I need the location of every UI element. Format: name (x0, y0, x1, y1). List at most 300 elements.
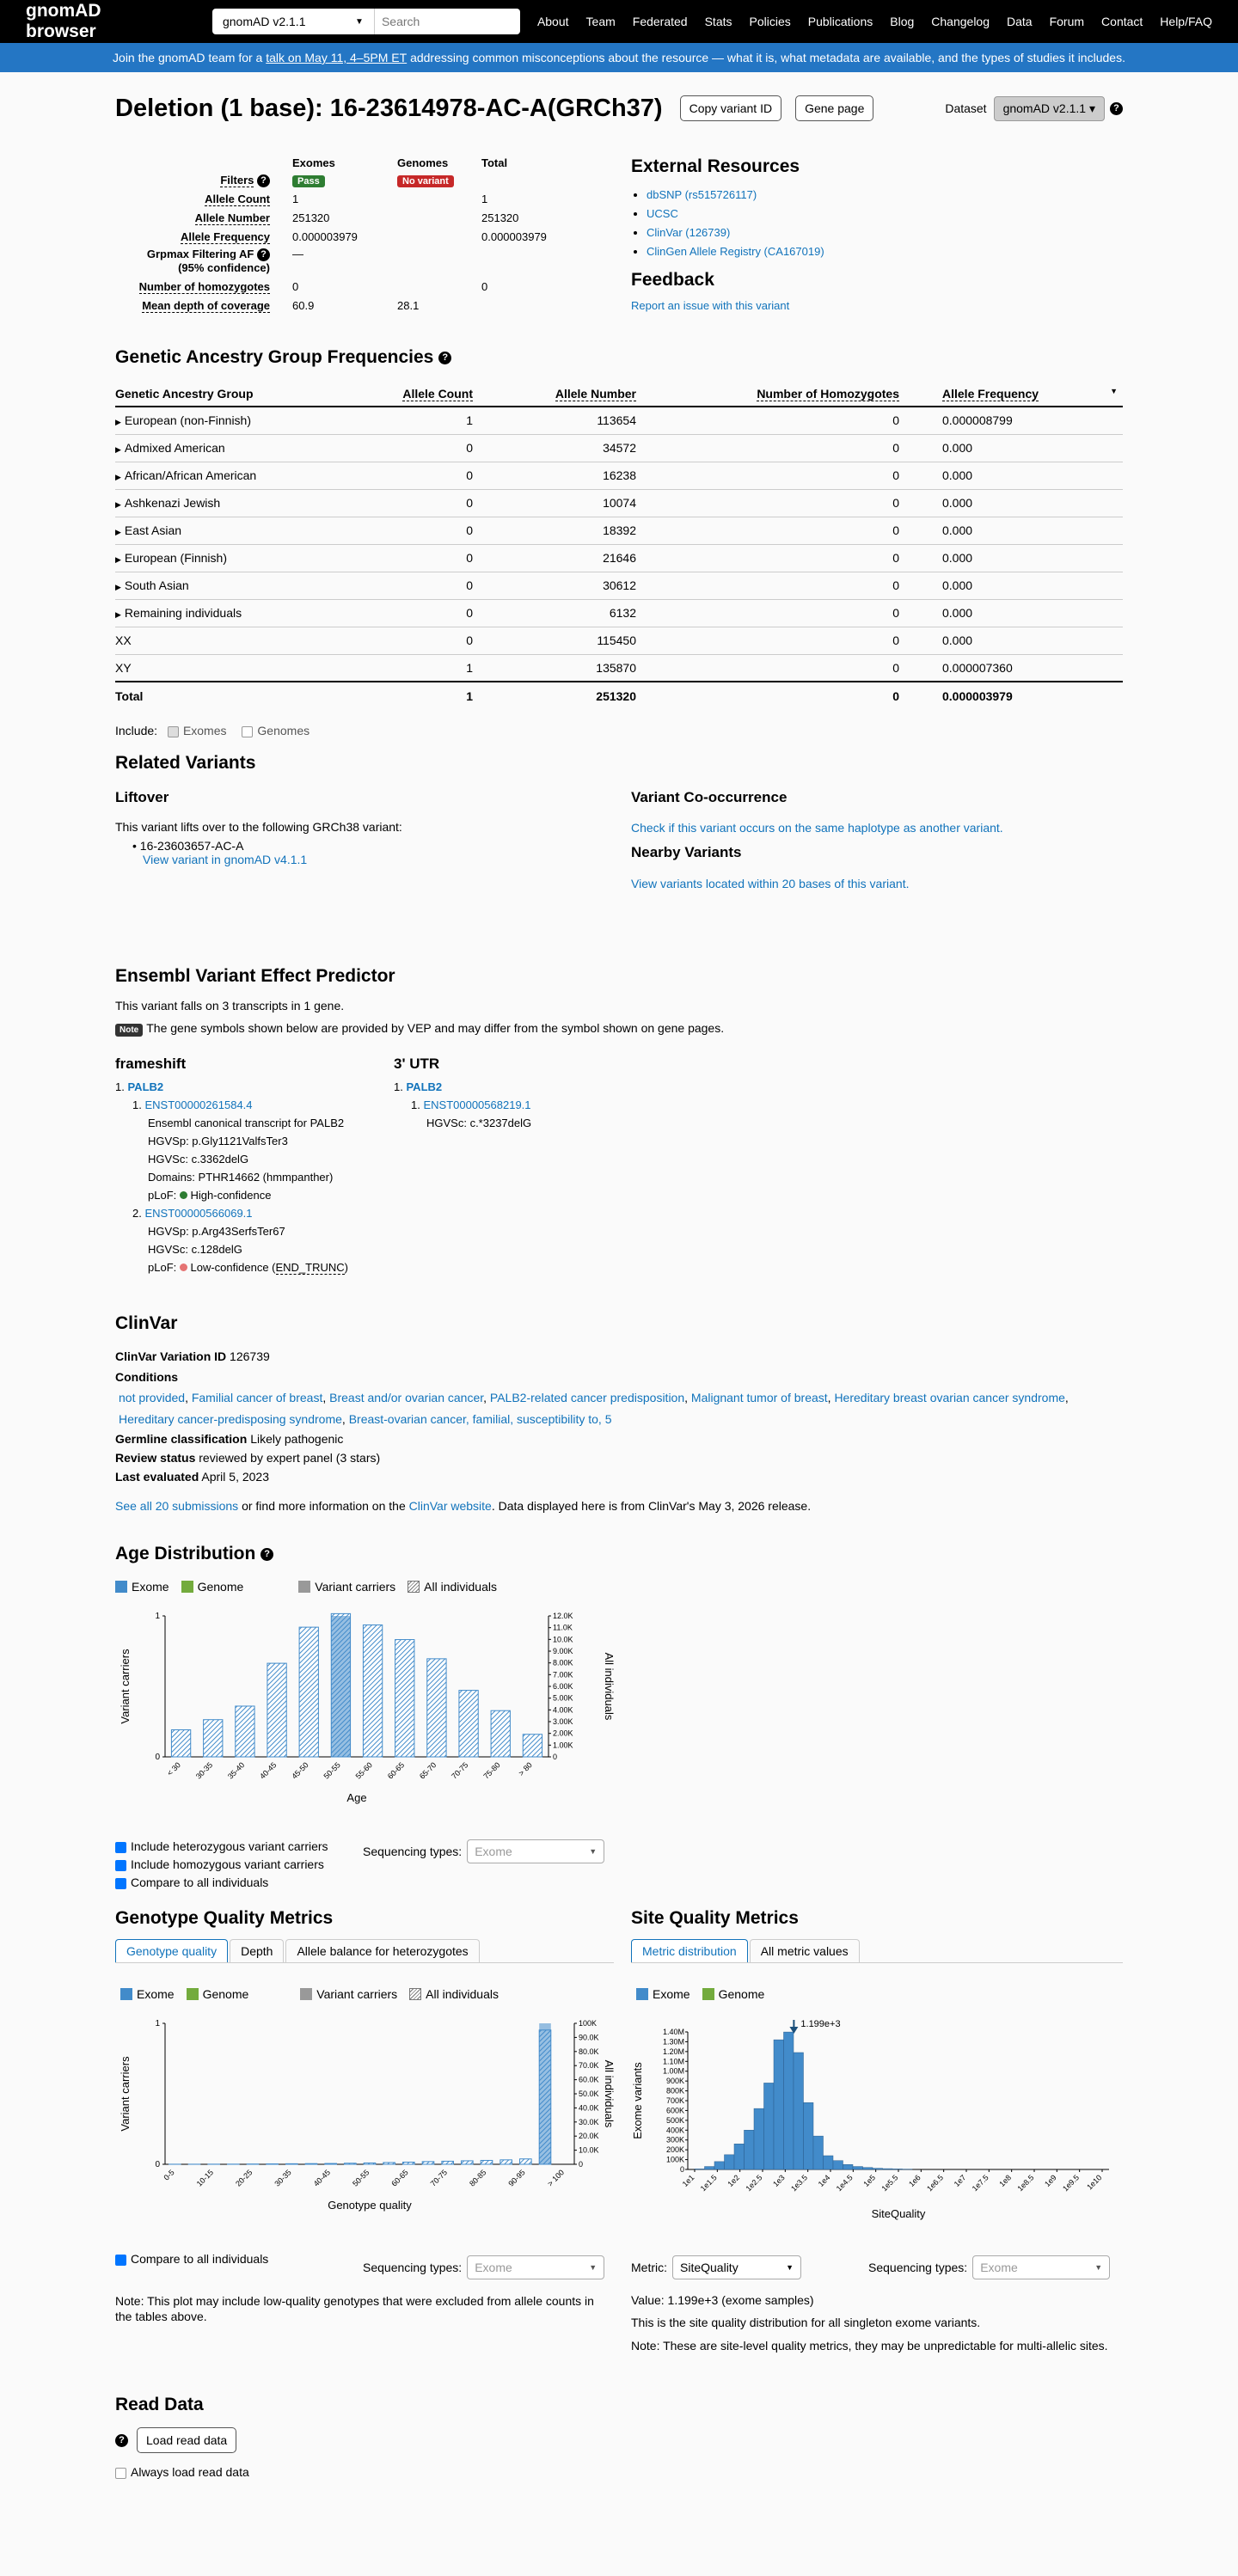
chevron-down-icon: ▼ (786, 2263, 794, 2272)
help-icon[interactable]: ? (260, 1548, 273, 1561)
total-cell: 1 (330, 682, 473, 709)
table-row (115, 407, 1123, 434)
dataset-label: Dataset (945, 101, 987, 115)
all-individuals-bar (520, 2159, 532, 2164)
dataset-dropdown[interactable]: gnomAD v2.1.1 ▼ (212, 9, 374, 34)
y2-axis-label: All individuals (603, 1652, 616, 1721)
nearby-title: Nearby Variants (631, 844, 742, 860)
allele-frequency-cell: 0.000 (899, 434, 1123, 462)
allele-frequency-cell: 0.000007360 (899, 654, 1123, 682)
report-issue-link[interactable]: Report an issue with this variant (631, 299, 790, 312)
transcript-link[interactable]: ENST00000566069.1 (144, 1207, 253, 1220)
x-tick-label: 90-95 (506, 2168, 527, 2188)
genome-filter-badge: No variant (397, 175, 454, 187)
condition-link[interactable]: Breast-ovarian cancer, familial, susceptibility to, 5 (348, 1412, 612, 1426)
summary-label: Allele Frequency (180, 230, 270, 243)
table-row (115, 544, 1123, 572)
nav-publications[interactable]: Publications (807, 15, 873, 28)
expand-icon[interactable]: ▶ (115, 555, 121, 564)
x-tick-label: 70-75 (450, 1760, 470, 1781)
site-quality-section (631, 1908, 1123, 2353)
summary-exome-value: 0.000003979 (292, 230, 358, 243)
exome-filter-badge: Pass (292, 175, 325, 187)
y2-tick-label: 70.0K (579, 2061, 599, 2071)
histogram-bar (784, 2032, 794, 2169)
x-tick-label: 20-25 (234, 2168, 254, 2188)
col-total: Total (481, 156, 508, 169)
all-individuals-bar (364, 2163, 376, 2164)
gq-compare: Compare to all individuals (115, 2252, 268, 2266)
nav-blog[interactable]: Blog (890, 15, 915, 28)
x-tick-label: 1e8 (997, 2173, 1014, 2189)
nav-about[interactable]: About (536, 15, 569, 28)
header-allele-number[interactable]: Allele Number (555, 387, 636, 401)
clinvar-website-link[interactable]: ClinVar website (408, 1499, 492, 1513)
histogram-bar (725, 2155, 735, 2169)
y-axis-label: Variant carriers (119, 1649, 132, 1724)
sq-value: Value: 1.199e+3 (exome samples) (631, 2293, 814, 2307)
ancestry-section (115, 347, 1123, 368)
transcript-link[interactable]: ENST00000261584.4 (144, 1098, 253, 1111)
external-link[interactable]: UCSC (647, 207, 678, 220)
cooc-title: Variant Co-occurrence (631, 789, 788, 805)
x-tick-label: < 30 (165, 1760, 182, 1778)
include-exomes-checkbox[interactable] (168, 726, 179, 737)
cooc-link[interactable]: Check if this variant occurs on the same haplotype as another variant. (631, 821, 1003, 835)
help-icon[interactable]: ? (257, 174, 270, 187)
x-tick-label: 50-55 (322, 1760, 342, 1781)
external-link-item (647, 205, 1123, 223)
copy-variant-id-button[interactable]: Copy variant ID (680, 95, 781, 121)
summary-exome-value: — (292, 248, 303, 260)
genotype-quality-section (115, 1908, 616, 2323)
metric-select-group: Metric: SiteQuality ▼ (631, 2255, 801, 2279)
site-logo[interactable]: gnomAD browser (26, 1, 101, 41)
summary-label: Grpmax Filtering AF ? (95% confidence) (146, 248, 270, 275)
nav-team[interactable]: Team (585, 15, 616, 28)
y-tick-label: 1.30M (662, 2037, 684, 2047)
condition-link[interactable]: Familial cancer of breast (191, 1391, 323, 1404)
all-individuals-bar (363, 1625, 382, 1757)
x-tick-label: 1e5.5 (879, 2173, 900, 2194)
allele-frequency-cell: 0.000 (899, 462, 1123, 489)
filters-label: Filters ? (115, 174, 270, 187)
age-section (115, 1544, 1123, 1889)
chevron-down-icon: ▼ (1094, 2263, 1103, 2272)
gene-link[interactable]: PALB2 (127, 1080, 164, 1093)
tab-genotype-quality[interactable]: Genotype quality (115, 1939, 228, 1962)
table-row (115, 654, 1123, 682)
top-navigation-bar (0, 0, 1238, 43)
y-tick-label: 300K (665, 2135, 684, 2145)
ancestry-group-cell[interactable]: ▶ Admixed American (115, 434, 330, 462)
ancestry-table (115, 387, 1123, 709)
tab-all-metric-values[interactable]: All metric values (750, 1939, 860, 1962)
x-tick-label: 45-50 (290, 1760, 310, 1781)
ancestry-group-cell[interactable]: ▶ Remaining individuals (115, 599, 330, 627)
x-tick-label: 0-5 (162, 2168, 176, 2182)
gene-link[interactable]: PALB2 (406, 1080, 443, 1093)
y-tick-label: 700K (665, 2096, 684, 2105)
allele-frequency-cell: 0.000 (899, 572, 1123, 599)
histogram-bar (853, 2167, 863, 2169)
y2-tick-label: 20.0K (579, 2132, 599, 2141)
histogram-bar (774, 2040, 784, 2169)
x-tick-label: 1e2.5 (744, 2173, 764, 2194)
allele-count-cell: 0 (330, 462, 473, 489)
allele-number-cell: 21646 (473, 544, 636, 572)
y2-tick-label: 100K (579, 2019, 598, 2028)
x-tick-label: 40-45 (311, 2168, 333, 2188)
y2-tick-label: 50.0K (579, 2090, 599, 2098)
vep-note: Note The gene symbols shown below are provided by VEP and may differ from the symbol shown on gene pages. (115, 1021, 1123, 1037)
y-tick-label: 1 (155, 2019, 160, 2028)
gene-page-button[interactable]: Gene page (795, 95, 873, 121)
nav-stats[interactable]: Stats (704, 15, 732, 28)
header-allele-count[interactable]: Allele Count (402, 387, 473, 401)
all-individuals-bar (459, 1691, 478, 1757)
header-homozygotes[interactable]: Number of Homozygotes (757, 387, 899, 401)
x-tick-label: 1e3.5 (789, 2173, 810, 2194)
y-tick-label: 500K (665, 2115, 684, 2125)
allele-number-cell: 115450 (473, 627, 636, 654)
frameshift-title: frameshift (115, 1055, 187, 1072)
y2-tick-label: 0 (553, 1753, 558, 1761)
x-axis-label: SiteQuality (871, 2207, 926, 2220)
dataset-selector[interactable]: gnomAD v2.1.1 ▾ (994, 96, 1105, 121)
condition-link[interactable]: Malignant tumor of breast (690, 1391, 828, 1404)
high-confidence-icon (180, 1191, 187, 1199)
clinvar-section: ClinVar ClinVar Variation ID 126739 Conditions not provided, Familial cancer of breast, Breast and/or ovarian cancer, PALB2-related cancer predisposition, Malignant tumor of breast, Hereditary breast ovarian cancer syndrome, Hereditary cancer-predisposing syndrome, Breast-ovarian cancer, familial, susceptibility to, 5 Germline classification Likely pathogenic Review status reviewed by expert panel (3 stars) Last evaluated April 5, 2023 See all 20 submissions or find more information on the ClinVar website. Data displayed here is from ClinVar's May 3, 2026 release. (115, 1313, 1123, 1513)
utr-title: 3' UTR (394, 1055, 440, 1072)
homozygotes-cell: 0 (636, 407, 899, 434)
summary-exome-value: 251320 (292, 211, 330, 224)
nav-federated[interactable]: Federated (632, 15, 688, 28)
metric-select[interactable]: SiteQuality ▼ (672, 2255, 801, 2279)
search-input[interactable]: Search (374, 9, 520, 34)
ancestry-group-cell[interactable]: ▶ Ashkenazi Jewish (115, 489, 330, 517)
y2-tick-label: 4.00K (553, 1705, 573, 1715)
all-individuals-bar (395, 1640, 414, 1757)
allele-number-cell: 10074 (473, 489, 636, 517)
related-title: Related Variants (115, 753, 256, 773)
all-individuals-bar (325, 2163, 337, 2164)
liftover-item: • 16-23603657-AC-A View variant in gnomAD v4.1.1 (132, 839, 308, 866)
all-individuals-bar (427, 1659, 446, 1757)
nav-changelog[interactable]: Changelog (931, 15, 990, 28)
homozygotes-cell: 0 (636, 599, 899, 627)
allele-count-cell: 1 (330, 654, 473, 682)
utr-list: 1. PALB2 1. ENST00000568219.1 HGVSc: c.*3237delG (394, 1080, 532, 1129)
x-tick-label: 1e7.5 (970, 2173, 990, 2194)
y-axis-label: Exome variants (631, 2062, 644, 2139)
homozygotes-cell: 0 (636, 489, 899, 517)
y-tick-label: 100K (665, 2155, 684, 2164)
allele-frequency-cell: 0.000 (899, 599, 1123, 627)
y2-tick-label: 5.00K (553, 1693, 573, 1703)
allele-number-cell: 16238 (473, 462, 636, 489)
all-individuals-bar (491, 1710, 510, 1757)
load-read-data-button[interactable]: Load read data (137, 2427, 236, 2453)
summary-total-value: 0 (481, 280, 488, 293)
x-tick-label: 35-40 (225, 1760, 247, 1781)
y2-axis-label: All individuals (603, 2059, 616, 2128)
y-tick-label: 200K (665, 2145, 684, 2155)
x-tick-label: 1e10 (1085, 2173, 1104, 2192)
tab-depth[interactable]: Depth (230, 1939, 284, 1962)
view-liftover-link[interactable]: View variant in gnomAD v4.1.1 (143, 853, 308, 866)
help-icon[interactable]: ? (115, 2434, 128, 2447)
ancestry-group-cell[interactable]: ▶ European (non-Finnish) (115, 407, 330, 434)
y2-tick-label: 6.00K (553, 1682, 573, 1691)
header-allele-frequency[interactable]: Allele Frequency (942, 387, 1039, 401)
expand-icon[interactable]: ▶ (115, 528, 121, 536)
y-tick-label: 800K (665, 2086, 684, 2096)
all-individuals-bar (286, 2163, 298, 2164)
x-tick-label: 1e9 (1043, 2173, 1058, 2189)
x-tick-label: 70-75 (428, 2168, 450, 2188)
all-individuals-bar (267, 1663, 286, 1757)
gq-seq-select[interactable]: Exome ▼ (467, 2255, 604, 2279)
sort-icon: ▼ (1110, 387, 1118, 395)
x-axis-label: Genotype quality (328, 2199, 412, 2212)
allele-count-cell: 0 (330, 517, 473, 544)
compare-all-checkbox[interactable] (115, 1878, 126, 1889)
histogram-bar (754, 2108, 764, 2169)
col-genomes: Genomes (397, 156, 449, 169)
x-tick-label: 1e8.5 (1015, 2173, 1036, 2194)
histogram-bar (863, 2168, 873, 2169)
y-tick-label: 0 (679, 2165, 684, 2174)
expand-icon[interactable]: ▶ (115, 500, 121, 509)
y-tick-label: 600K (665, 2106, 684, 2115)
external-link[interactable]: ClinGen Allele Registry (CA167019) (647, 245, 824, 258)
gq-legend: Exome Genome Variant carriers All individuals (120, 1987, 499, 2001)
help-icon[interactable]: ? (257, 248, 270, 261)
age-options: Include heterozygous variant carriers Include homozygous variant carriers Compare to all individuals (115, 1838, 328, 1892)
tab-metric-distribution[interactable]: Metric distribution (631, 1939, 748, 1962)
col-exomes: Exomes (292, 156, 335, 169)
site-quality-chart (631, 2010, 1123, 2233)
gq-compare-checkbox[interactable] (115, 2255, 126, 2266)
summary-total-value: 0.000003979 (481, 230, 547, 243)
allele-number-cell: 135870 (473, 654, 636, 682)
all-individuals-bar (204, 1720, 223, 1757)
external-link[interactable]: ClinVar (126739) (647, 226, 731, 239)
histogram-bar (734, 2144, 745, 2169)
gq-title: Genotype Quality Metrics (115, 1908, 334, 1928)
y-tick-label: 1.20M (662, 2047, 684, 2056)
allele-count-cell: 0 (330, 572, 473, 599)
vep-intro: This variant falls on 3 transcripts in 1 gene. (115, 999, 345, 1013)
allele-count-cell: 0 (330, 434, 473, 462)
homozygotes-cell: 0 (636, 517, 899, 544)
external-link-item (647, 242, 1123, 261)
include-het-checkbox[interactable] (115, 1842, 126, 1853)
ancestry-group-cell[interactable]: ▶ African/African American (115, 462, 330, 489)
x-tick-label: 60-65 (385, 1760, 407, 1781)
nav-policies[interactable]: Policies (749, 15, 791, 28)
table-row (115, 599, 1123, 627)
external-link[interactable]: dbSNP (rs515726117) (647, 188, 757, 201)
nav-contact[interactable]: Contact (1101, 15, 1143, 28)
page-title: Deletion (1 base): 16-23614978-AC-A(GRCh37) (115, 94, 663, 122)
total-cell: Total (115, 682, 330, 709)
histogram-bar (824, 2156, 834, 2169)
x-tick-label: 50-55 (351, 2168, 371, 2188)
gq-note: Note: This plot may include low-quality genotypes that were excluded from allele counts in the tables above. (115, 2294, 594, 2323)
nav-data[interactable]: Data (1007, 15, 1033, 28)
all-individuals-bar (299, 1627, 318, 1757)
ancestry-group-cell: XY (115, 654, 330, 682)
all-individuals-bar (305, 2163, 317, 2164)
summary-exome-value: 1 (292, 193, 299, 205)
condition-link[interactable]: Hereditary cancer-predisposing syndrome (119, 1412, 342, 1426)
age-seq-select[interactable]: Exome ▼ (467, 1839, 604, 1863)
y2-tick-label: 30.0K (579, 2117, 599, 2126)
condition-link[interactable]: Breast and/or ovarian cancer (329, 1391, 484, 1404)
transcript-link[interactable]: ENST00000568219.1 (423, 1098, 531, 1111)
see-all-submissions-link[interactable]: See all 20 submissions (115, 1499, 239, 1513)
x-tick-label: 60-65 (389, 2168, 410, 2188)
include-hom-checkbox[interactable] (115, 1860, 126, 1871)
summary-total-value: 251320 (481, 211, 519, 224)
y2-tick-label: 9.00K (553, 1647, 573, 1655)
x-tick-label: 1e4 (816, 2173, 832, 2189)
expand-icon[interactable]: ▶ (115, 473, 121, 481)
expand-icon[interactable]: ▶ (115, 610, 121, 619)
homozygotes-cell: 0 (636, 544, 899, 572)
carrier-bar (331, 1616, 350, 1757)
histogram-bar (833, 2161, 843, 2169)
histogram-bar (714, 2162, 725, 2169)
x-tick-label: 55-60 (353, 1760, 374, 1781)
histogram-bar (764, 2083, 775, 2169)
y-tick-label: 1 (155, 1612, 160, 1621)
homozygotes-cell: 0 (636, 627, 899, 654)
include-filters: Include: Exomes Genomes (115, 724, 310, 737)
ancestry-title: Genetic Ancestry Group Frequencies ? (115, 347, 1123, 368)
all-individuals-bar (523, 1735, 542, 1757)
related-variants (115, 753, 1123, 890)
frameshift-list: 1. PALB2 1. ENST00000261584.4 Ensembl canonical transcript for PALB2 HGVSp: p.Gly1121ValfsTer3 HGVSc: c.3362delG Domains: PTHR14662 (hmmpanther) pLoF: High-confidence 2. ENST00000566069.1 HGVSp: p.Arg43SerfsTer67 HGVSc: c.128delG pLoF: Low-confidence (END_TRUNC) (115, 1080, 349, 1274)
ancestry-group-cell: XX (115, 627, 330, 654)
expand-icon[interactable]: ▶ (115, 445, 121, 454)
external-resources-title: External Resources (631, 156, 800, 176)
sq-tabs (631, 1939, 1123, 1963)
chevron-down-icon: ▼ (589, 1847, 598, 1856)
expand-icon[interactable]: ▶ (115, 583, 121, 591)
y-tick-label: 1.40M (662, 2028, 684, 2036)
all-individuals-bar (481, 2160, 493, 2164)
x-tick-label: 1e5 (861, 2173, 878, 2189)
x-tick-label: 10-15 (194, 2168, 216, 2188)
expand-icon[interactable]: ▶ (115, 418, 121, 427)
total-row (115, 682, 1123, 709)
ancestry-group-cell[interactable]: ▶ East Asian (115, 517, 330, 544)
vep-title: Ensembl Variant Effect Predictor (115, 966, 395, 986)
y2-tick-label: 2.00K (553, 1729, 573, 1738)
x-tick-label: 1e1 (680, 2173, 696, 2189)
chevron-down-icon: ▼ (355, 16, 364, 27)
all-individuals-bar (500, 2160, 512, 2164)
allele-count-cell: 1 (330, 407, 473, 434)
chevron-down-icon: ▼ (589, 2263, 598, 2272)
x-tick-label: 1e3 (771, 2173, 787, 2189)
allele-frequency-cell: 0.000 (899, 544, 1123, 572)
allele-number-cell: 30612 (473, 572, 636, 599)
ancestry-group-cell[interactable]: ▶ European (Finnish) (115, 544, 330, 572)
nav-help-faq[interactable]: Help/FAQ (1160, 15, 1212, 28)
y2-tick-label: 11.0K (553, 1623, 573, 1632)
allele-number-cell: 6132 (473, 599, 636, 627)
summary-exome-value: 0 (292, 280, 299, 293)
allele-frequency-cell: 0.000 (899, 627, 1123, 654)
homozygotes-cell: 0 (636, 434, 899, 462)
y2-tick-label: 1.00K (553, 1741, 573, 1750)
all-individuals-bar (442, 2161, 454, 2164)
y-tick-label: 0 (155, 2160, 160, 2169)
nav-forum[interactable]: Forum (1049, 15, 1085, 28)
histogram-bar (843, 2164, 854, 2169)
age-title: Age Distribution ? (115, 1544, 1123, 1564)
header-ancestry-group[interactable]: Genetic Ancestry Group (115, 387, 254, 401)
condition-link[interactable]: PALB2-related cancer predisposition (489, 1391, 685, 1404)
include-genomes-checkbox[interactable] (242, 726, 253, 737)
nearby-link[interactable]: View variants located within 20 bases of this variant. (631, 877, 910, 890)
all-individuals-bar (422, 2162, 434, 2164)
external-link-item (647, 223, 1123, 242)
low-confidence-icon (180, 1264, 187, 1271)
announcement-banner: Join the gnomAD team for a talk on May 11, 4–5PM ET addressing common misconceptions about the resource — what it is, what metadata are available, and the types of studies it includes. (0, 43, 1238, 72)
marker-value-label: 1.199e+3 (800, 2019, 841, 2029)
help-icon[interactable]: ? (438, 352, 451, 364)
histogram-bar (813, 2136, 824, 2169)
age-legend: Exome Genome Variant carriers All individuals (115, 1580, 497, 1594)
y-tick-label: 1.10M (662, 2057, 684, 2066)
banner-talk-link[interactable]: talk on May 11, 4–5PM ET (266, 51, 408, 64)
ancestry-group-cell[interactable]: ▶ South Asian (115, 572, 330, 599)
gq-seq-types: Sequencing types: Exome ▼ (363, 2255, 604, 2279)
x-tick-label: 1e2 (726, 2173, 742, 2189)
condition-link[interactable]: not provided (119, 1391, 186, 1404)
tab-allele-balance[interactable]: Allele balance for heterozygotes (285, 1939, 479, 1962)
carrier-bar (539, 2023, 551, 2164)
y-tick-label: 1.00M (662, 2066, 684, 2076)
allele-frequency-cell: 0.000 (899, 489, 1123, 517)
help-icon[interactable]: ? (1110, 102, 1123, 115)
sq-note: Note: These are site-level quality metrics, they may be unpredictable for multi-allelic sites. (631, 2339, 1108, 2353)
y2-tick-label: 40.0K (579, 2103, 599, 2113)
y2-tick-label: 8.00K (553, 1658, 573, 1667)
summary-total-value: 1 (481, 193, 488, 205)
table-row (115, 434, 1123, 462)
x-axis-label: Age (346, 1791, 367, 1804)
all-individuals-bar (462, 2161, 474, 2164)
y2-tick-label: 0 (579, 2160, 584, 2169)
vep-section (115, 966, 1123, 1274)
y2-tick-label: 10.0K (553, 1635, 573, 1644)
always-load-checkbox[interactable] (115, 2468, 126, 2479)
sq-seq-select[interactable]: Exome ▼ (972, 2255, 1110, 2279)
summary-exome-value: 60.9 (292, 299, 315, 312)
x-tick-label: 80-85 (468, 2168, 488, 2188)
liftover-title: Liftover (115, 789, 169, 805)
condition-link[interactable]: Hereditary breast ovarian cancer syndrome (834, 1391, 1065, 1404)
total-cell: 0 (636, 682, 899, 709)
homozygotes-cell: 0 (636, 572, 899, 599)
summary-label: Allele Number (194, 211, 270, 224)
